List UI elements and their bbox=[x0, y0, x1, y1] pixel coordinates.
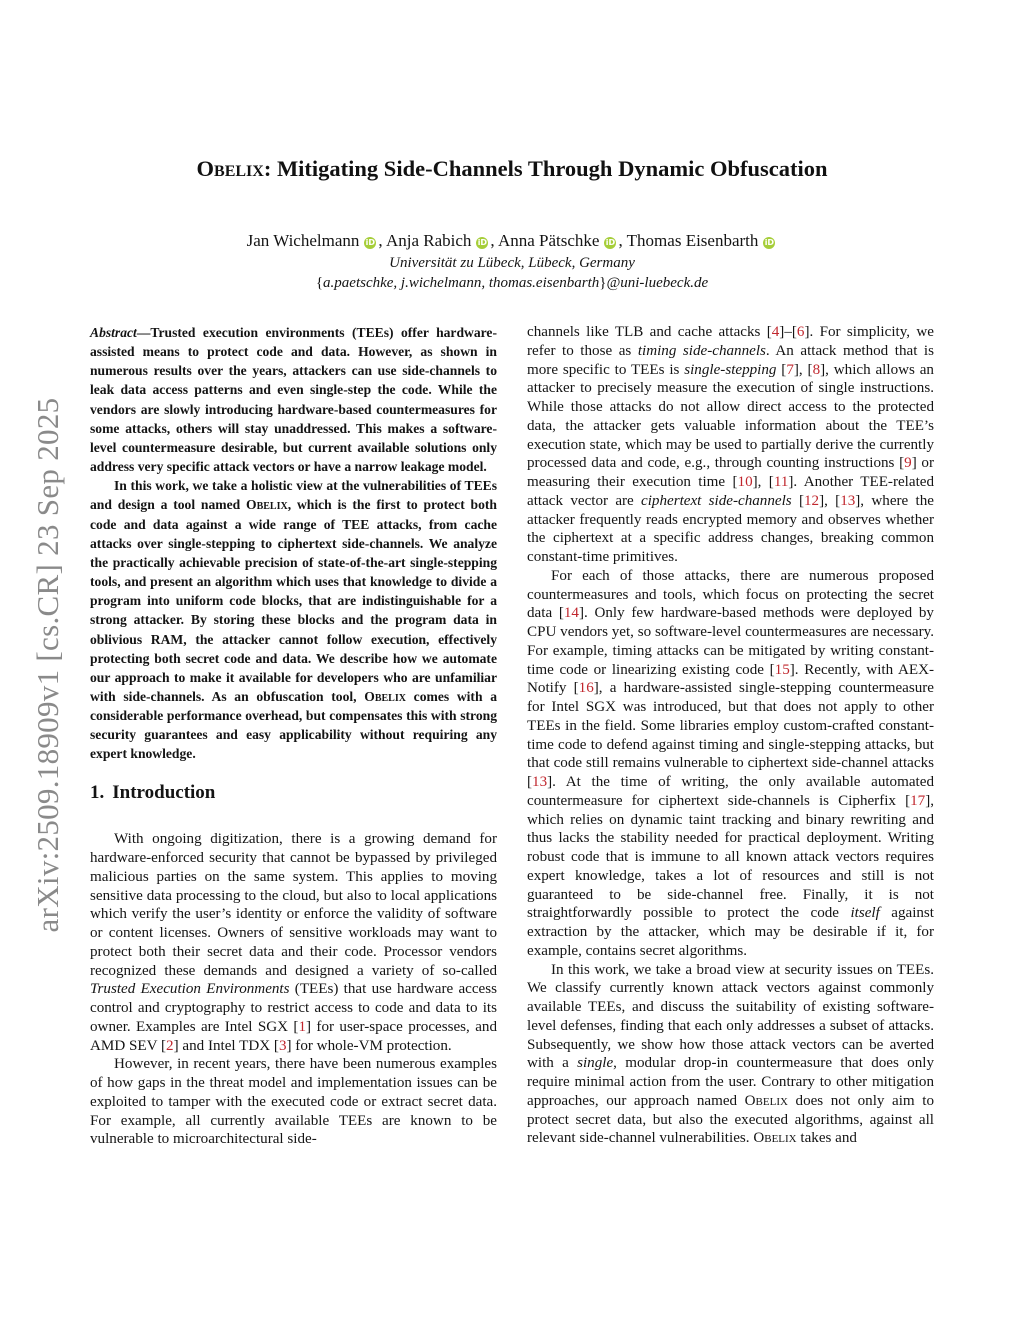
citation-link[interactable]: 8 bbox=[812, 361, 821, 378]
abstract-dash: — bbox=[136, 325, 151, 340]
body-paragraph bbox=[527, 567, 934, 961]
affiliation: Universität zu Lübeck, Lübeck, Germany bbox=[389, 255, 635, 271]
body-text: ], which relies on dynamic taint tracking and binary rewriting and thus lacks the stability needed for practical deployment. Writing robust code that is immune to all known attack vectors requires expert knowledge, takes a lot of resources and still is not guaranteed to be side-channel free. Finally, it is not straightforwardly possible to protect the code bbox=[527, 792, 934, 922]
tool-name: Obelix bbox=[364, 688, 406, 704]
abstract-label: Abstract bbox=[90, 325, 137, 340]
body-text: channels like TLB and cache attacks [ bbox=[527, 324, 772, 340]
abstract bbox=[90, 323, 497, 764]
body-text-italic: itself bbox=[850, 905, 880, 922]
email-brace-open: { bbox=[315, 275, 324, 291]
email-domain: @uni-luebeck.de bbox=[606, 275, 709, 291]
paper-title bbox=[0, 156, 1024, 182]
citation-link[interactable]: 6 bbox=[796, 324, 805, 340]
body-text: ], a hardware-assisted single-stepping countermeasure for Intel SGX was introduced, but that does not apply to other TEEs in the field. Some libraries employ custom-crafted constant-time code to defend against timing and single-stepping attacks, but that code still remains vulnerable to ciphertext side-channel attacks [ bbox=[527, 680, 934, 790]
orcid-icon[interactable]: iD bbox=[365, 238, 376, 247]
author-separator: , bbox=[618, 231, 627, 250]
body-text: does not only aim to protect secret data, but also the executed algorithms, against all relevant side-channel vulnerabilities. bbox=[527, 1092, 934, 1147]
citation-link[interactable]: 13 bbox=[840, 492, 856, 509]
body-text: ]. Another TEE-related attack vector are bbox=[527, 474, 935, 509]
abstract-text: , which is the first to protect both code and data against a wide range of TEE attacks, from cache attacks over single-stepping to ciphertext side-channels. We analyze the practically achievable precision of state-of-the-art single-stepping tools, and present an algorithm which uses that knowledge to divide a program into uniform code blocks, that are indistinguishable for a strong attacker. By storing these blocks and the program data in oblivious RAM, the attacker cannot follow execution, effectively protecting both secret code and data. We describe how we automate our approach to make it available for developers who are unfamiliar with side-channels. As an obfuscation tool, bbox=[90, 497, 497, 704]
body-text: (TEEs) that use hardware access control and cryptography to restrict access to code and data to its owner. Examples are Intel SGX [ bbox=[90, 981, 498, 1035]
body-text: ] for user-space processes, and AMD SEV [ bbox=[90, 1018, 497, 1054]
body-text-italic: Trusted Execution Environments bbox=[90, 981, 290, 998]
tool-name: Obelix bbox=[196, 156, 264, 181]
email-brace-close: } bbox=[599, 275, 607, 291]
citation-link[interactable]: 2 bbox=[166, 1037, 174, 1054]
title-rest: : Mitigating Side-Channels Through Dynamic Obfuscation bbox=[263, 156, 828, 181]
body-text: ] and Intel TDX [ bbox=[173, 1037, 279, 1054]
citation-link[interactable]: 15 bbox=[774, 661, 790, 678]
orcid-icon[interactable]: iD bbox=[764, 238, 775, 247]
body-text: In this work, we take a broad view at security issues on TEEs. We classify currently known attack vectors against commonly available TEEs, and discuss the suitability of existing software-level defenses, finding that each only addresses a subset of attacks. Subsequently, we show how those attack vectors can be averted with a bbox=[527, 961, 934, 1072]
citation-link[interactable]: 9 bbox=[904, 455, 912, 472]
body-paragraph bbox=[527, 961, 934, 1149]
citation-link[interactable]: 10 bbox=[737, 474, 753, 490]
body-text: ] or measuring their execution time [ bbox=[527, 455, 935, 490]
body-text-italic: ciphertext side-channels bbox=[641, 492, 792, 509]
body-paragraph bbox=[90, 830, 497, 1055]
arxiv-identifier-stamp: arXiv:2509.18909v1 [cs.CR] 23 Sep 2025 bbox=[30, 397, 65, 933]
citation-link[interactable]: 14 bbox=[563, 605, 579, 622]
orcid-icon[interactable]: iD bbox=[605, 238, 616, 247]
citation-link[interactable]: 12 bbox=[803, 492, 820, 509]
citation-link[interactable]: 11 bbox=[773, 474, 789, 490]
section-title: Introduction bbox=[112, 781, 216, 803]
body-paragraph bbox=[527, 323, 934, 567]
abstract-text: comes with a considerable performance overhead, but compensates this with strong security guarantees and easy applicability without requiring any expert knowledge. bbox=[90, 688, 497, 762]
section-heading bbox=[90, 781, 497, 803]
body-text: ], which allows an attacker to precisely measure the execution of single instructions. While those attacks do not allow direct access to the protected data, the attacker gets valuable information about the TEE’s execution state, which may be used to partially derive the currently processed data and code, e.g., through counting instructions [ bbox=[527, 361, 934, 472]
author-name: Jan Wichelmann bbox=[246, 231, 360, 250]
body-text: . An attack method that is more specific to TEEs is bbox=[527, 342, 935, 378]
body-paragraph: However, in recent years, there have been numerous examples of how gaps in the threat model and implementation issues can be exploited to tamper with the executed code or extract secret data. For example, all currently available TEEs are known to be vulnerable to microarchitectural side- bbox=[90, 1056, 497, 1148]
email-names: a.paetschke, j.wichelmann, thomas.eisenbarth bbox=[323, 275, 600, 291]
body-text: With ongoing digitization, there is a growing demand for hardware-enforced security that cannot be bypassed by privileged malicious parties on the same system. This applies to moving sensitive data processing to the cloud, but also to local applications which verify the user’s identity or enforce the validity of software or content licenses. Owners of sensitive workloads may want to protect both their secret data and their code. Processor vendors recognized these demands and designed a variety of so-called bbox=[90, 831, 497, 979]
body-text: ], [ bbox=[819, 492, 841, 509]
author-name: Thomas Eisenbarth bbox=[626, 231, 759, 250]
body-text: For each of those attacks, there are numerous proposed countermeasures and tools, which focus on protecting the secret data [ bbox=[527, 567, 934, 622]
citation-link[interactable]: 1 bbox=[298, 1018, 306, 1035]
abstract-text: Trusted execution environments (TEEs) offer hardware-assisted means to protect code and data. However, as shown in numerous results over the years, attackers can use side-channels to leak data access patterns and even single-step the code. While the vendors are slowly introducing hardware-based countermeasures for some attacks, others will stay unaddressed. This makes a software-level countermeasure desirable, but current available solutions only address very specific attack vectors or have a narrow leakage model. bbox=[90, 325, 497, 475]
abstract-paragraph bbox=[90, 476, 497, 763]
body-text: ], where the attacker frequently reads encrypted memory and observes whether the ciphertext at a specific address changes, breaking common constant-time primitives. bbox=[527, 492, 934, 565]
body-text: ] for whole-VM protection. bbox=[286, 1037, 452, 1054]
tool-name: Obelix bbox=[246, 497, 288, 513]
section-number: 1. bbox=[90, 781, 105, 803]
body-text: against extraction by the attacker, which may be desirable if it, for example, contains secret algorithms. bbox=[527, 905, 935, 959]
author-emails bbox=[0, 275, 1024, 292]
body-text-italic: single bbox=[577, 1055, 614, 1072]
author-separator: , bbox=[490, 231, 498, 250]
body-text: [ bbox=[776, 361, 787, 378]
author-separator: , bbox=[378, 231, 386, 250]
citation-link[interactable]: 4 bbox=[771, 324, 780, 340]
body-text: [ bbox=[791, 492, 804, 509]
abstract-paragraph bbox=[90, 323, 497, 476]
abstract-text: In this work, we take a holistic view at the vulnerabilities of TEEs and design a tool named bbox=[90, 478, 497, 513]
citation-link[interactable]: 17 bbox=[910, 792, 926, 809]
citation-link[interactable]: 16 bbox=[578, 680, 594, 697]
body-text: ]–[ bbox=[779, 324, 797, 340]
left-column bbox=[90, 323, 497, 1149]
citation-link[interactable]: 7 bbox=[786, 361, 794, 378]
tool-name: Obelix bbox=[744, 1092, 788, 1109]
orcid-icon[interactable]: iD bbox=[477, 238, 488, 247]
body-text: , modular drop-in countermeasure that does only require minimal action from the user. Contrary to other mitigation approaches, our approach named bbox=[527, 1055, 934, 1109]
tool-name: Obelix bbox=[753, 1130, 797, 1147]
citation-link[interactable]: 3 bbox=[278, 1037, 287, 1054]
body-text: takes and bbox=[796, 1130, 857, 1147]
body-text: ], [ bbox=[752, 474, 774, 490]
right-column bbox=[527, 323, 934, 1148]
body-text: ], [ bbox=[793, 361, 813, 378]
author-list bbox=[0, 231, 1024, 251]
body-text: ]. For simplicity, we refer to those as bbox=[527, 324, 934, 359]
author-name: Anja Rabich bbox=[385, 231, 472, 250]
body-text: ]. At the time of writing, the only available automated countermeasure for ciphertext side-channels is Cipherfix [ bbox=[527, 774, 934, 809]
author-name: Anna Pätschke bbox=[497, 231, 600, 250]
body-text: ]. Recently, with AEX-Notify [ bbox=[527, 661, 934, 697]
body-text: ]. Only few hardware-based methods were deployed by CPU vendors yet, so software-level countermeasures are necessary. For example, timing attacks can be mitigated by writing constant-time code or linearizing existing code [ bbox=[527, 605, 934, 678]
body-text-italic: timing side-channels bbox=[637, 342, 766, 359]
citation-link[interactable]: 13 bbox=[532, 774, 548, 790]
body-text-italic: single-stepping bbox=[684, 361, 777, 378]
